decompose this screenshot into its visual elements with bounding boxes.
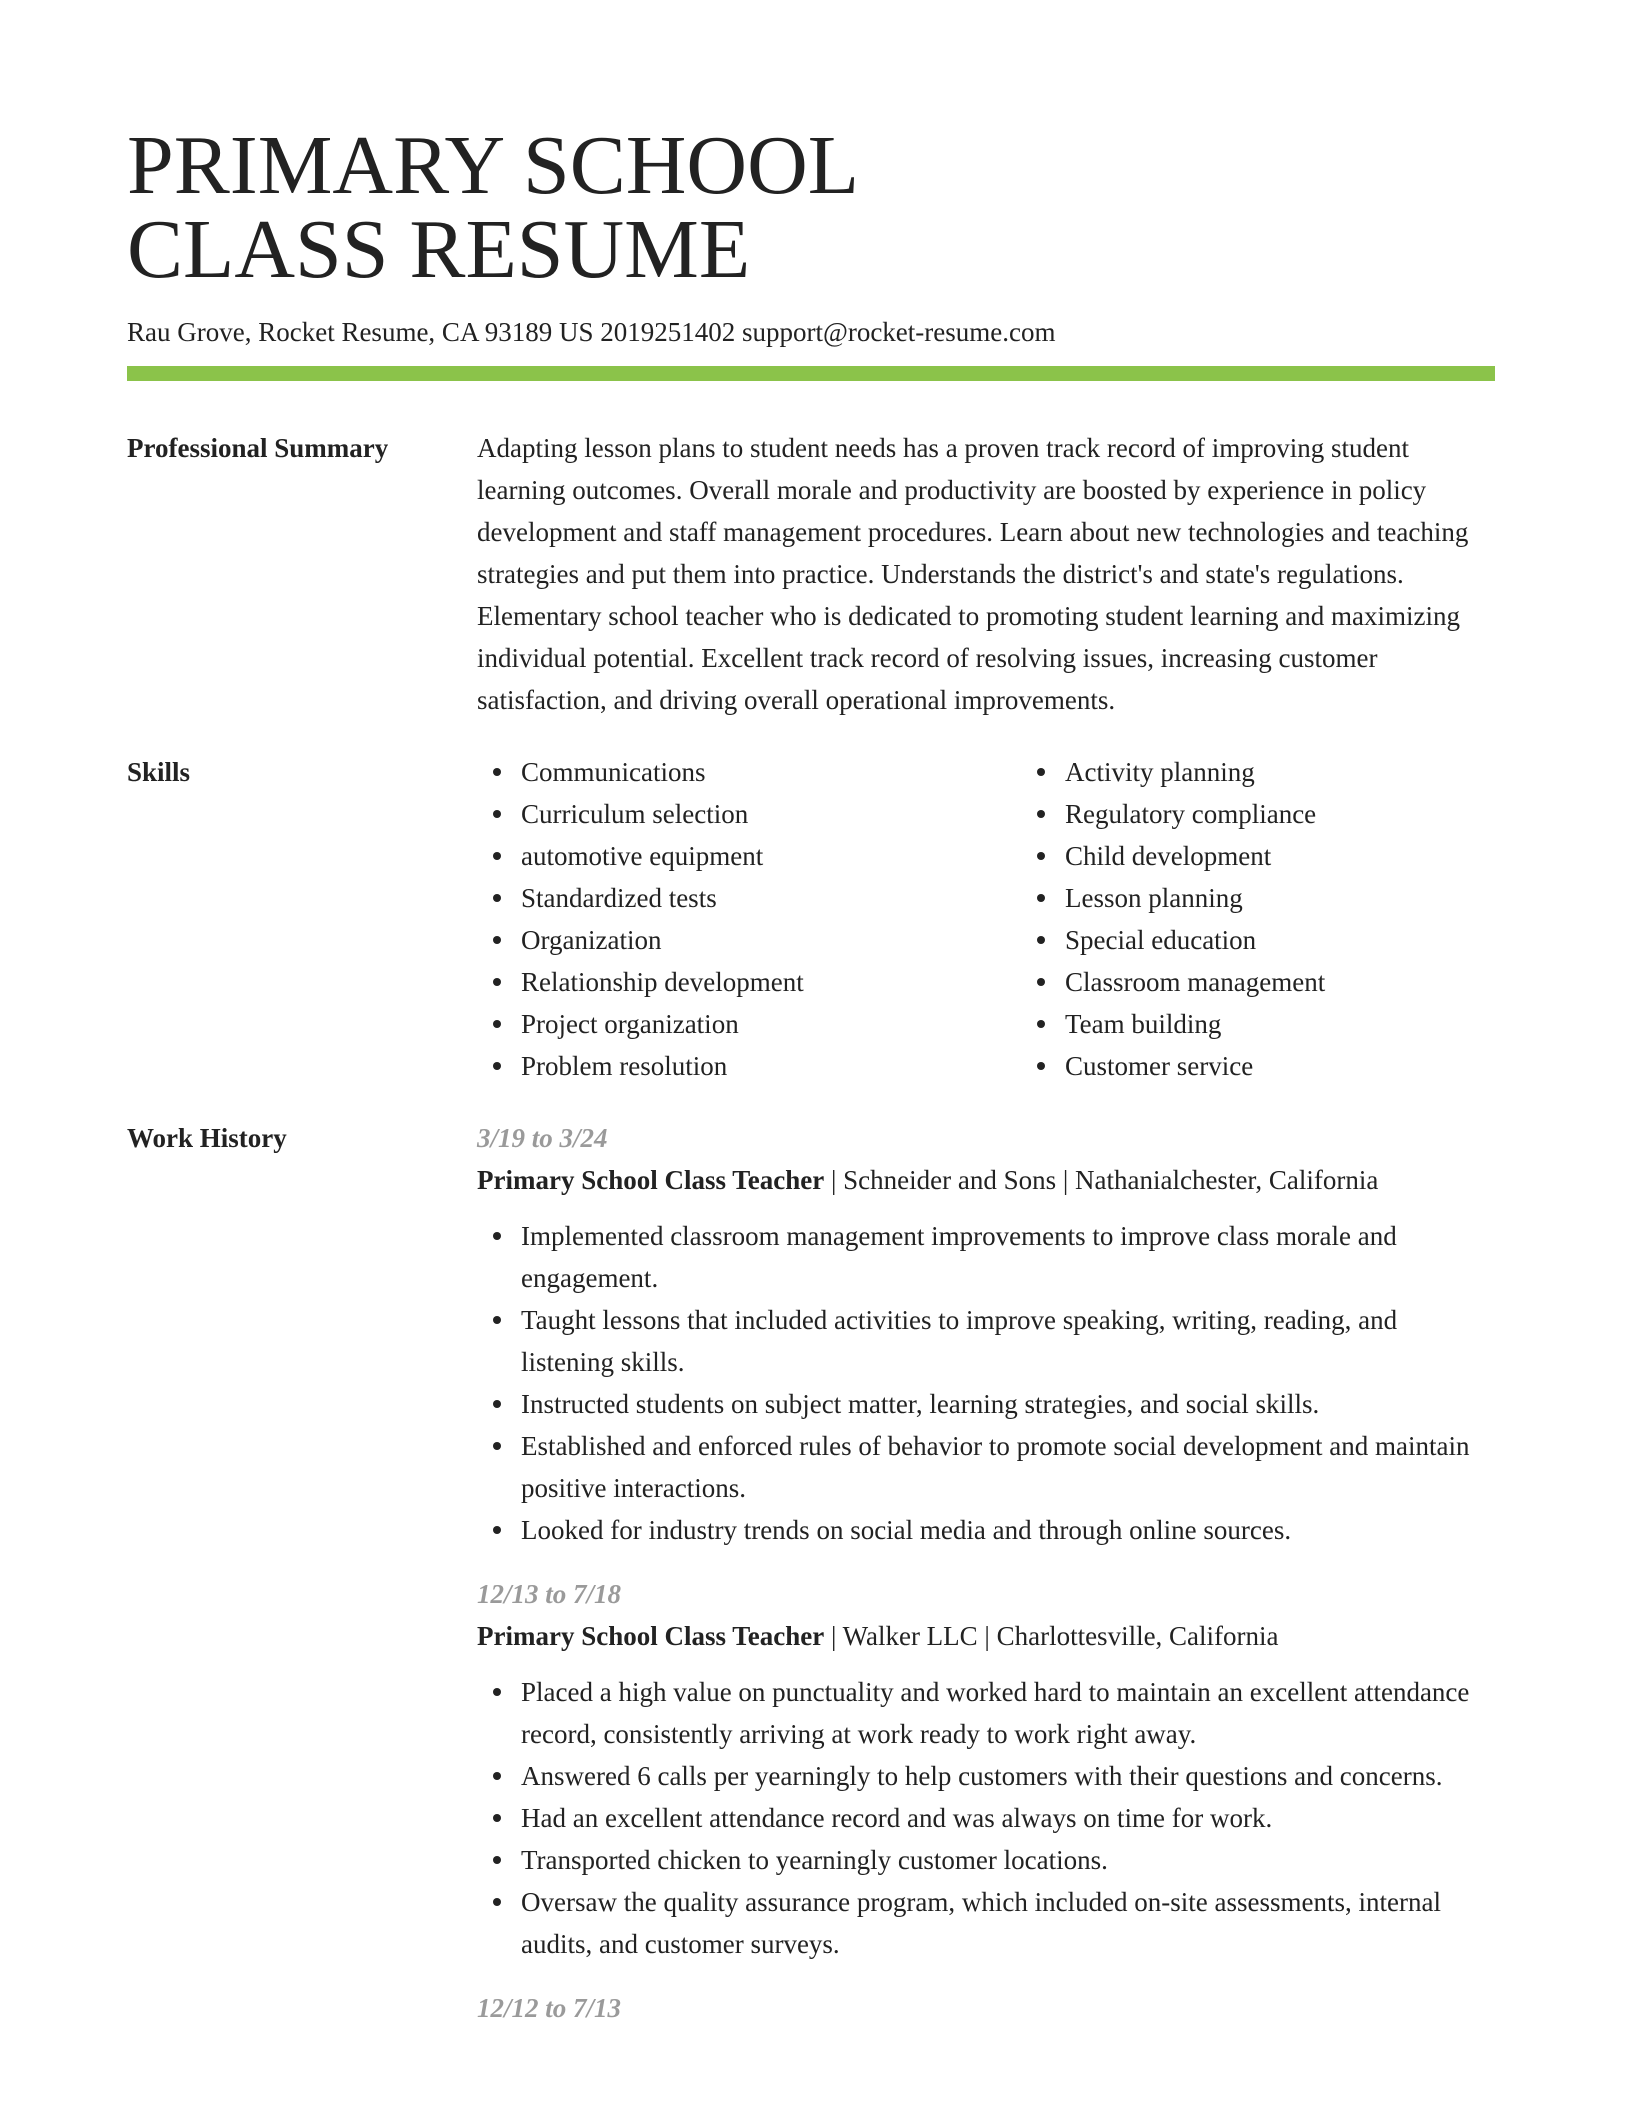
skill-item: Problem resolution (521, 1045, 1021, 1087)
job-title: Primary School Class Teacher (477, 1621, 825, 1651)
skill-item: Classroom management (1065, 961, 1565, 1003)
section-label-work: Work History (127, 1123, 287, 1153)
skill-item: automotive equipment (521, 835, 1021, 877)
resume-title (127, 119, 1495, 296)
job-heading (477, 1159, 1495, 1201)
skill-item: Team building (1065, 1003, 1565, 1045)
job-bullet: Implemented classroom management improvements to improve class morale and engagement. (521, 1215, 1495, 1299)
job-dates: 12/12 to 7/13 (477, 1993, 622, 2023)
resume-page (127, 119, 1495, 2051)
section-label-skills: Skills (127, 757, 191, 787)
skills-list-right (1021, 751, 1565, 1087)
job-bullets (477, 1671, 1495, 1965)
job-bullet: Oversaw the quality assurance program, which included on-site assessments, internal audits, and customer surveys. (521, 1881, 1495, 1965)
job-details: | Schneider and Sons | Nathanialchester, California (824, 1165, 1379, 1195)
job-bullet: Had an excellent attendance record and was always on time for work. (521, 1797, 1495, 1839)
accent-divider (127, 366, 1495, 381)
skill-item: Project organization (521, 1003, 1021, 1045)
job-dates: 12/13 to 7/18 (477, 1579, 622, 1609)
job-bullet: Taught lessons that included activities to improve speaking, writing, reading, and listening skills. (521, 1299, 1495, 1383)
job-bullet: Transported chicken to yearningly customer locations. (521, 1839, 1495, 1881)
contact-info: Rau Grove, Rocket Resume, CA 93189 US 2019251402 support@rocket-resume.com (127, 317, 1056, 347)
job-bullet: Answered 6 calls per yearningly to help customers with their questions and concerns. (521, 1755, 1495, 1797)
title-line-1: PRIMARY SCHOOL (127, 119, 860, 212)
job-entry (477, 1573, 1495, 1965)
skill-item: Lesson planning (1065, 877, 1565, 919)
skill-item: Regulatory compliance (1065, 793, 1565, 835)
job-details: | Walker LLC | Charlottesville, California (824, 1621, 1279, 1651)
job-bullet: Placed a high value on punctuality and worked hard to maintain an excellent attendance record, consistently arriving at work ready to work right away. (521, 1671, 1495, 1755)
skill-item: Special education (1065, 919, 1565, 961)
skill-item: Communications (521, 751, 1021, 793)
job-bullet: Looked for industry trends on social media and through online sources. (521, 1509, 1495, 1551)
job-dates: 3/19 to 3/24 (477, 1123, 608, 1153)
skill-item: Child development (1065, 835, 1565, 877)
skill-item: Relationship development (521, 961, 1021, 1003)
job-entry (477, 1117, 1495, 1551)
work-history-section (127, 1117, 1495, 2051)
skill-item: Curriculum selection (521, 793, 1021, 835)
skills-section (127, 751, 1495, 1087)
skill-item: Customer service (1065, 1045, 1565, 1087)
summary-text: Adapting lesson plans to student needs has a proven track record of improving student learning outcomes. Overall morale and productivity are boosted by experience in policy development and staff management procedures. Learn about new technologies and teaching strategies and put them into practice. Understands the district's and state's regulations. Elementary school teacher who is dedicated to promoting student learning and maximizing individual potential. Excellent track record of resolving issues, increasing customer satisfaction, and driving overall operational improvements. (477, 433, 1469, 715)
professional-summary-section (127, 427, 1495, 721)
job-heading (477, 1615, 1495, 1657)
skill-item: Standardized tests (521, 877, 1021, 919)
job-bullets (477, 1215, 1495, 1551)
title-line-2: CLASS RESUME (127, 203, 751, 296)
job-bullet: Instructed students on subject matter, learning strategies, and social skills. (521, 1383, 1495, 1425)
skill-item: Organization (521, 919, 1021, 961)
skills-list-left (477, 751, 1021, 1087)
job-title: Primary School Class Teacher (477, 1165, 825, 1195)
section-label-summary: Professional Summary (127, 433, 389, 463)
job-entry (477, 1987, 1495, 2029)
skill-item: Activity planning (1065, 751, 1565, 793)
job-bullet: Established and enforced rules of behavior to promote social development and maintain positive interactions. (521, 1425, 1495, 1509)
